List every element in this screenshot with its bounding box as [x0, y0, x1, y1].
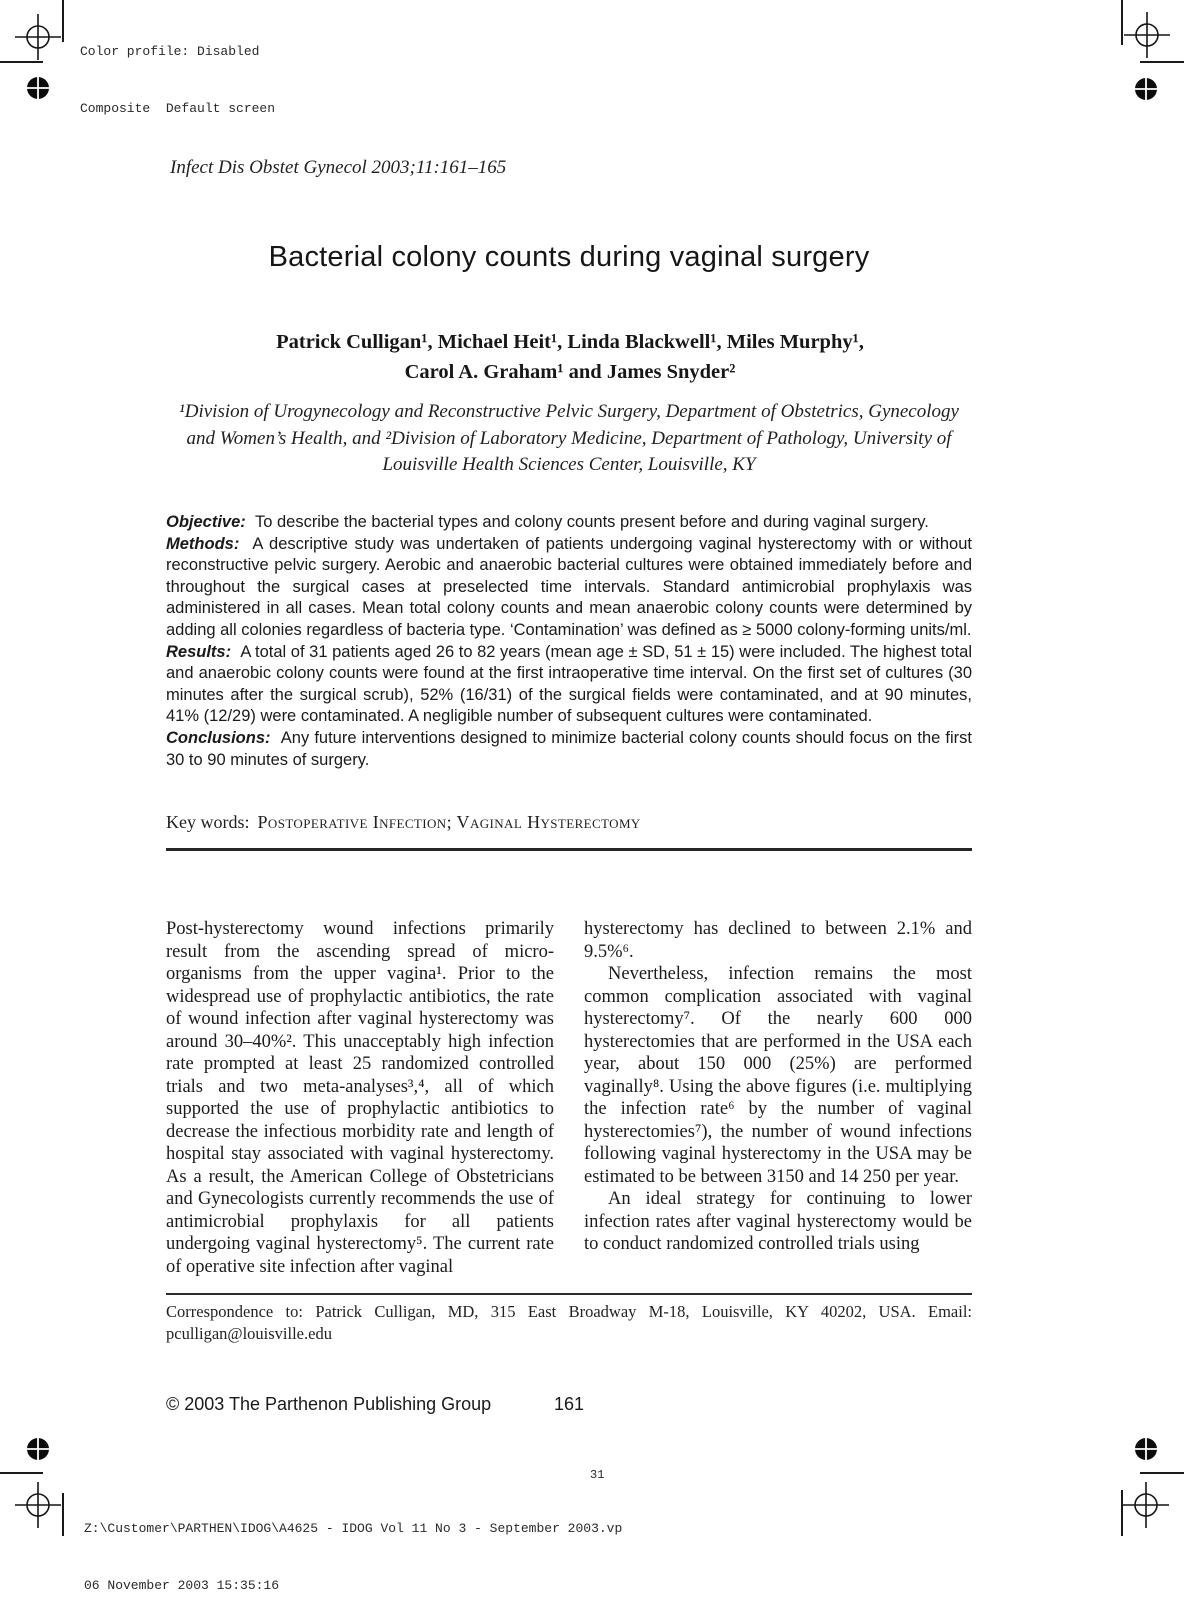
- abstract-methods: [166, 534, 972, 642]
- abstract-objective: [166, 512, 972, 534]
- page-number: 161: [553, 1394, 585, 1414]
- print-note-line: Composite Default screen: [80, 101, 276, 116]
- copyright-notice: © 2003 The Parthenon Publishing Group: [166, 1394, 492, 1414]
- registration-crosshair-icon: [14, 1481, 62, 1529]
- authors-line: Patrick Culligan¹, Michael Heit¹, Linda Blackwell¹, Miles Murphy¹,: [276, 331, 864, 353]
- page-footer: [166, 1394, 972, 1415]
- registration-crosshair-icon: [1123, 11, 1171, 59]
- abstract-results: [166, 642, 972, 728]
- print-color-profile-note: [80, 4, 275, 137]
- abstract-label: Objective:: [166, 513, 246, 531]
- crop-mark: [1121, 1490, 1123, 1536]
- body-column-left: [166, 918, 554, 1278]
- body-column-right: [584, 918, 972, 1256]
- body-paragraph: hysterectomy has declined to between 2.1% and 9.5%⁶.: [584, 919, 972, 962]
- abstract-text: Any future interventions designed to minimize bacterial colony counts should focus on the first 30 to 90 minutes of surgery.: [166, 728, 972, 769]
- abstract: [166, 512, 972, 771]
- crop-mark: [62, 0, 64, 42]
- keywords-label: Key words:: [166, 812, 250, 832]
- authors-line: Carol A. Graham¹ and James Snyder²: [404, 361, 736, 383]
- registration-target-icon: [1134, 1437, 1158, 1461]
- abstract-text: To describe the bacterial types and colony counts present before and during vaginal surgery.: [254, 513, 929, 531]
- print-timestamp: 06 November 2003 15:35:16: [84, 1578, 280, 1593]
- abstract-label: Methods:: [166, 534, 240, 553]
- crop-mark: [0, 1472, 43, 1474]
- registration-crosshair-icon: [14, 13, 62, 61]
- section-divider: [166, 848, 972, 851]
- abstract-conclusions: [166, 728, 972, 771]
- body-paragraph: Nevertheless, infection remains the most common complication associated with vaginal hysterectomy⁷. Of the nearly 600 000 hysterectomies that are performed in the USA each year, about 150 000 (25%) are performed vaginally⁸. Using the above figures (i.e. multiplying the infection rate⁶ by the number of vaginal hysterectomies⁷), the number of wound infections following vaginal hysterectomy in the USA may be estimated to be between 3150 and 14 250 per year.: [584, 964, 972, 1187]
- keywords-value: Postoperative Infection; Vaginal Hysterectomy: [257, 812, 641, 832]
- crop-mark: [0, 61, 43, 63]
- correspondence-note: Correspondence to: Patrick Culligan, MD, 315 East Broadway M-18, Louisville, KY 40202, USA. Email: pculligan@louisville.edu: [166, 1302, 972, 1343]
- keywords-line: [166, 812, 972, 833]
- journal-citation: Infect Dis Obstet Gynecol 2003;11:161–165: [170, 157, 507, 178]
- footnote-divider: [166, 1293, 972, 1295]
- crop-mark: [62, 1493, 64, 1536]
- author-list: [140, 327, 1000, 387]
- abstract-text: A total of 31 patients aged 26 to 82 years (mean age ± SD, 51 ± 15) were included. The highest total and anaerobic colony counts were found at the first intraoperative time interval. On the first set of cultures (30 minutes after the surgical scrub), 52% (16/31) of the surgical fields were contaminated, and at 90 minutes, 41% (12/29) were contaminated. A negligible number of subsequent cultures were contaminated.: [166, 642, 972, 726]
- page-title: Bacterial colony counts during vaginal surgery: [268, 241, 870, 273]
- crop-mark: [1140, 61, 1184, 63]
- registration-target-icon: [26, 1437, 50, 1461]
- registration-target-icon: [26, 76, 50, 100]
- crop-mark: [1140, 1472, 1184, 1474]
- print-file-info: [84, 1481, 622, 1614]
- sheet-number: 31: [590, 1468, 605, 1482]
- print-note-line: Color profile: Disabled: [80, 44, 260, 59]
- registration-target-icon: [1134, 77, 1158, 101]
- file-path: Z:\Customer\PARTHEN\IDOG\A4625 - IDOG Vol 11 No 3 - September 2003.vp: [84, 1521, 623, 1536]
- registration-crosshair-icon: [1122, 1481, 1170, 1529]
- abstract-text: A descriptive study was undertaken of patients undergoing vaginal hysterectomy with or without reconstructive pelvic surgery. Aerobic and anaerobic bacterial cultures were obtained immediately before and throughout the surgical cases at preselected time intervals. Standard antimicrobial prophylaxis was administered in all cases. Mean total colony counts and mean anaerobic colony counts were determined by adding all colonies regardless of bacteria type. ‘Contamination’ was defined as ≥ 5000 colony-forming units/ml.: [166, 534, 972, 639]
- body-paragraph: An ideal strategy for continuing to lower infection rates after vaginal hysterectomy would be to conduct randomized controlled trials using: [584, 1189, 972, 1254]
- body-paragraph: Post-hysterectomy wound infections primarily result from the ascending spread of micro-organisms from the upper vagina¹. Prior to the widespread use of prophylactic antibiotics, the rate of wound infection after vaginal hysterectomy was around 30–40%². This unacceptably high infection rate prompted at least 25 randomized controlled trials and two meta-analyses³,⁴, all of which supported the use of prophylactic antibiotics to decrease the infectious morbidity rate and length of hospital stay associated with vaginal hysterectomy. As a result, the American College of Obstetricians and Gynecologists currently recommends the use of antimicrobial prophylaxis for all patients undergoing vaginal hysterectomy⁵. The current rate of operative site infection after vaginal: [166, 919, 554, 1277]
- abstract-label: Results:: [166, 642, 232, 661]
- abstract-label: Conclusions:: [166, 728, 271, 747]
- affiliation: ¹Division of Urogynecology and Reconstructive Pelvic Surgery, Department of Obstetrics, Gynecology and Women’s Health, and ²Division of Laboratory Medicine, Department of Pathology, University of Louisville Health Sciences Center, Louisville, KY: [179, 401, 959, 475]
